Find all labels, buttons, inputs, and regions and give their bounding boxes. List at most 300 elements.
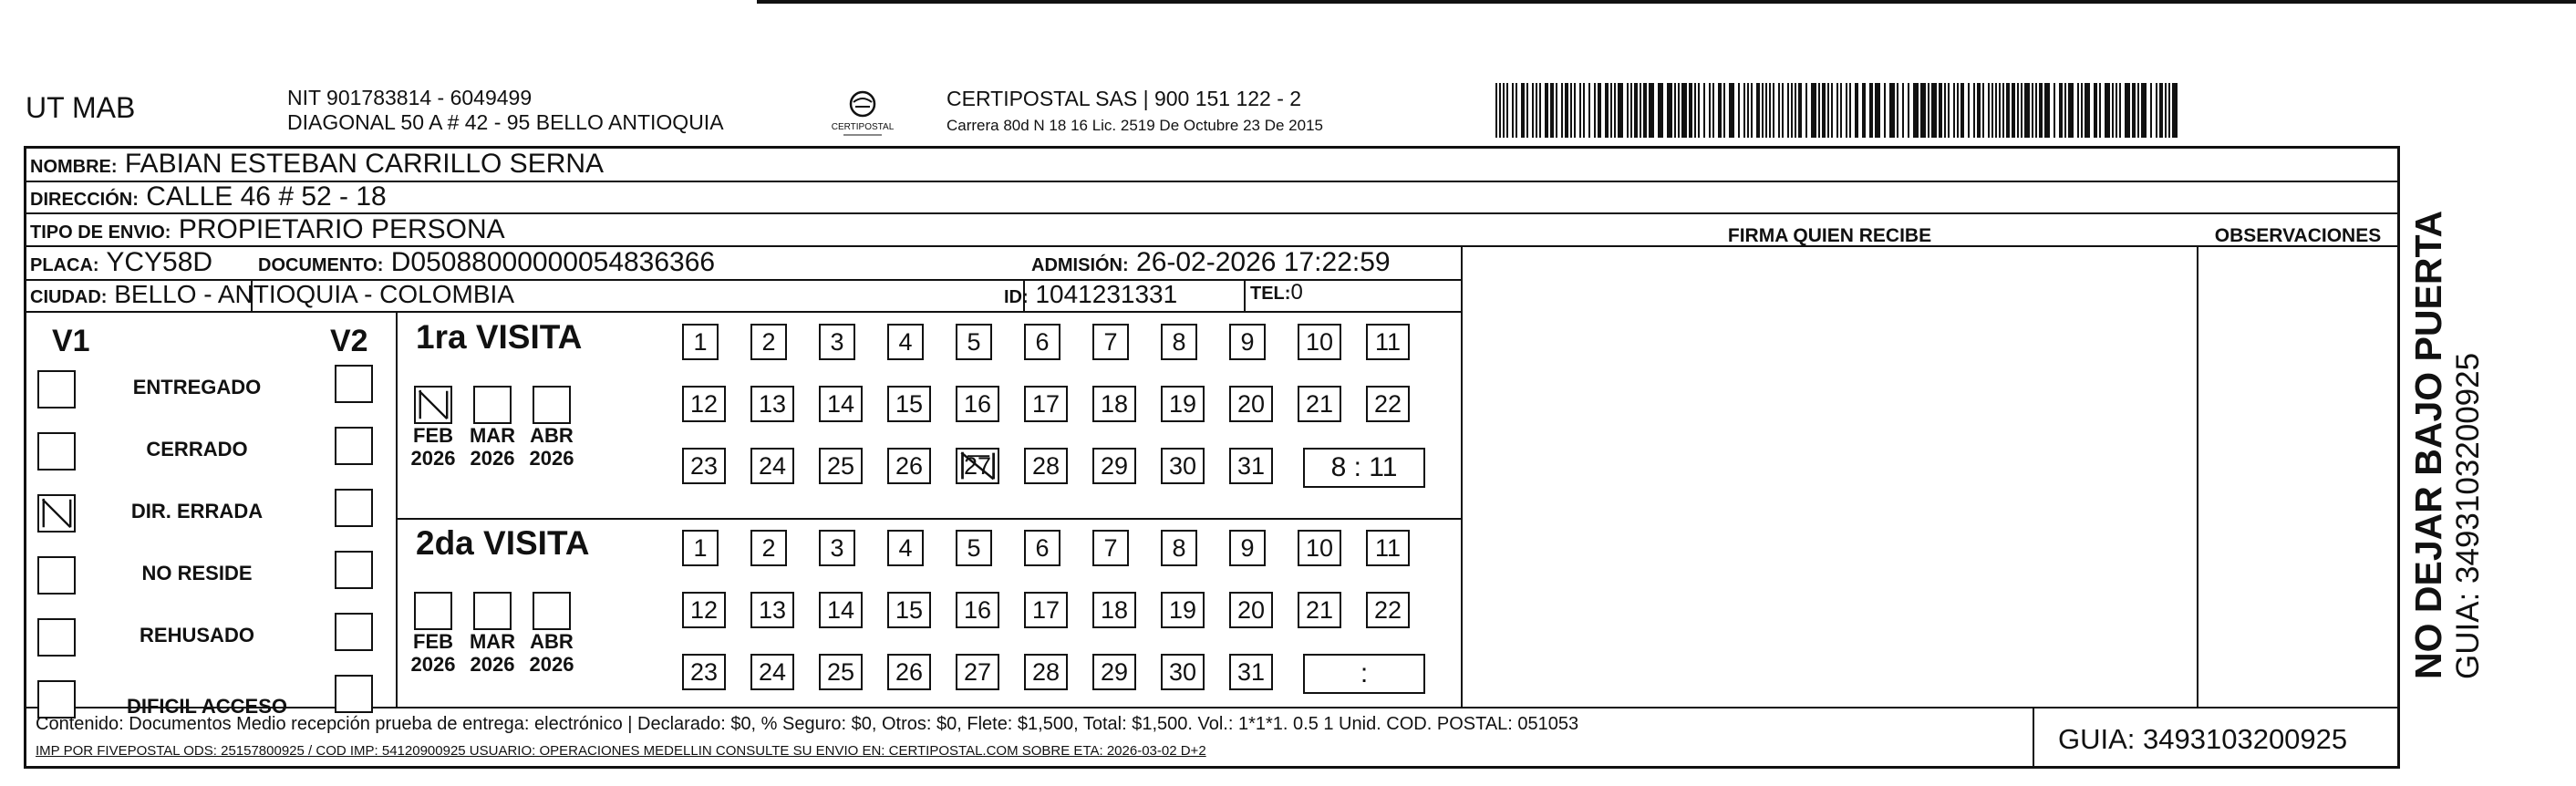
footer-rule	[26, 707, 2397, 708]
month-name: ABR	[530, 424, 574, 447]
day-number: 10	[1305, 533, 1334, 562]
barcode-bar	[2024, 83, 2030, 138]
barcode-bar	[1773, 83, 1774, 138]
day-number: 27	[963, 657, 992, 686]
visit-title: 1ra VISITA	[416, 318, 583, 356]
day-box-6[interactable]	[1024, 324, 1060, 360]
barcode-bar	[1532, 83, 1534, 138]
day-number: 17	[1031, 595, 1060, 624]
month-label	[520, 424, 584, 470]
recipient-name: FABIAN ESTEBAN CARRILLO SERNA	[124, 149, 605, 179]
v2-checkbox[interactable]	[335, 427, 373, 465]
barcode-bar	[1831, 83, 1833, 138]
day-box-12[interactable]	[682, 592, 726, 628]
day-number: 23	[689, 657, 719, 686]
day-number: 8	[1172, 327, 1186, 356]
barcode-bar	[1884, 83, 1886, 138]
barcode-bar	[1849, 83, 1851, 138]
barcode-bar	[2105, 83, 2110, 138]
day-box-21[interactable]	[1298, 386, 1341, 422]
v2-checkbox[interactable]	[335, 613, 373, 651]
visit-time-box[interactable]	[1303, 448, 1425, 488]
day-box-16[interactable]	[956, 386, 999, 422]
day-box-27[interactable]	[956, 654, 999, 690]
barcode-bar	[1634, 83, 1638, 138]
month-checkbox[interactable]	[414, 592, 452, 630]
month-name: MAR	[469, 424, 516, 447]
day-box-24[interactable]	[750, 654, 794, 690]
day-box-10[interactable]	[1298, 530, 1341, 566]
day-box-7[interactable]	[1092, 324, 1129, 360]
barcode-bar	[1875, 83, 1880, 138]
admission-value: 26-02-2026 17:22:59	[1136, 247, 1391, 277]
day-box-1[interactable]	[682, 530, 719, 566]
day-number: 2	[761, 327, 776, 356]
col-rule	[2033, 707, 2034, 769]
barcode-bar	[1689, 83, 1692, 138]
day-box-13[interactable]	[750, 386, 794, 422]
name-label: NOMBRE:	[30, 157, 118, 177]
v2-header: V2	[330, 324, 368, 358]
barcode-bar	[1539, 83, 1541, 138]
day-box-31[interactable]	[1229, 448, 1273, 484]
day-box-9[interactable]	[1229, 530, 1266, 566]
v2-checkbox[interactable]	[335, 551, 373, 589]
month-name: FEB	[413, 630, 453, 653]
day-box-30[interactable]	[1161, 448, 1205, 484]
guia-number: GUIA: 3493103200925	[2058, 723, 2348, 755]
barcode-bar	[1574, 83, 1576, 138]
barcode-bar	[2141, 83, 2147, 138]
month-label	[460, 630, 524, 676]
print-info: IMP POR FIVEPOSTAL ODS: 25157800925 / COD IMP: 54120900925 USUARIO: OPERACIONES MEDELLIN CONSULTE SU ENVIO EN: CERTIPOSTAL.COM SOBRE ETA: 2026-03-02 D+2	[36, 743, 1206, 759]
signature-header: FIRMA QUIEN RECIBE	[1727, 225, 1932, 246]
day-box-15[interactable]	[887, 592, 931, 628]
barcode-bar	[1738, 83, 1740, 138]
day-number: 1	[693, 327, 708, 356]
day-number: 14	[826, 389, 855, 418]
barcode-bar	[1805, 83, 1807, 138]
day-number: 31	[1236, 451, 1266, 480]
barcode-bar	[1747, 83, 1749, 138]
day-number: 11	[1374, 533, 1402, 562]
barcode-bar	[1787, 83, 1789, 138]
barcode-bar	[1694, 83, 1696, 138]
barcode-bar	[1957, 83, 1959, 138]
day-box-29[interactable]	[1092, 654, 1136, 690]
day-box-19[interactable]	[1161, 592, 1205, 628]
day-number: 12	[689, 389, 719, 418]
day-box-20[interactable]	[1229, 386, 1273, 422]
sender-info	[287, 86, 724, 135]
day-box-12[interactable]	[682, 386, 726, 422]
month-checkbox[interactable]	[473, 386, 512, 424]
day-box-28[interactable]	[1024, 654, 1068, 690]
day-number: 3	[830, 533, 844, 562]
day-number: 21	[1305, 389, 1334, 418]
day-box-18[interactable]	[1092, 592, 1136, 628]
v1-checkbox[interactable]	[37, 494, 76, 533]
barcode-bar	[1718, 83, 1722, 138]
barcode-bar	[2132, 83, 2136, 138]
barcode-bar	[1960, 83, 1964, 138]
day-number: 17	[1031, 389, 1060, 418]
day-number: 9	[1240, 327, 1255, 356]
id-value: 1041231331	[1035, 280, 1178, 308]
v2-checkbox[interactable]	[335, 365, 373, 403]
day-box-20[interactable]	[1229, 592, 1273, 628]
day-box-7[interactable]	[1092, 530, 1129, 566]
address-label: DIRECCIÓN:	[30, 190, 139, 210]
v2-checkbox[interactable]	[335, 675, 373, 713]
barcode-bar	[1973, 83, 1975, 138]
day-box-4[interactable]	[887, 530, 924, 566]
col-rule	[1244, 279, 1246, 311]
barcode-bar	[1982, 83, 1984, 138]
day-number: 23	[689, 451, 719, 480]
day-number: 5	[967, 327, 981, 356]
month-label	[401, 630, 465, 676]
barcode-bar	[2012, 83, 2015, 138]
barcode-bar	[1614, 83, 1616, 138]
col-rule	[2197, 245, 2198, 707]
barcode-bar	[1944, 83, 1946, 138]
barcode-bar	[1678, 83, 1680, 138]
day-box-2[interactable]	[750, 324, 787, 360]
barcode-bar	[1512, 83, 1514, 138]
barcode-bar	[1762, 83, 1764, 138]
barcode-bar	[2125, 83, 2130, 138]
day-box-27[interactable]	[956, 448, 999, 484]
day-box-24[interactable]	[750, 448, 794, 484]
barcode-bar	[1565, 83, 1568, 138]
barcode-bar	[1939, 83, 1942, 138]
day-box-8[interactable]	[1161, 324, 1197, 360]
barcode-bar	[1889, 83, 1895, 138]
day-box-28[interactable]	[1024, 448, 1068, 484]
day-box-4[interactable]	[887, 324, 924, 360]
barcode-bar	[1928, 83, 1929, 138]
barcode-bar	[1712, 83, 1714, 138]
day-box-16[interactable]	[956, 592, 999, 628]
barcode-bar	[1988, 83, 1990, 138]
barcode-bar	[2017, 83, 2019, 138]
side-guia: GUIA: 3493103200925	[2450, 352, 2486, 679]
v1-checkbox[interactable]	[37, 680, 76, 719]
barcode-bar	[2094, 83, 2097, 138]
barcode-bar	[1908, 83, 1909, 138]
month-year: 2026	[470, 447, 515, 470]
top-rule	[757, 0, 2576, 4]
day-box-6[interactable]	[1024, 530, 1060, 566]
day-number: 2	[761, 533, 776, 562]
carrier-info	[947, 86, 1323, 139]
barcode-bar	[1667, 83, 1672, 138]
barcode-bar	[1605, 83, 1609, 138]
month-name: ABR	[530, 630, 574, 653]
sender-name: UT MAB	[26, 91, 136, 124]
barcode-bar	[1545, 83, 1548, 138]
barcode-bar	[1698, 83, 1700, 138]
day-box-10[interactable]	[1298, 324, 1341, 360]
day-number: 13	[758, 595, 787, 624]
day-box-13[interactable]	[750, 592, 794, 628]
day-number: 6	[1035, 327, 1050, 356]
day-number: 11	[1374, 327, 1402, 356]
day-box-11[interactable]	[1366, 530, 1410, 566]
plate-label: PLACA:	[30, 255, 99, 275]
day-box-17[interactable]	[1024, 386, 1068, 422]
barcode-bar	[2002, 83, 2004, 138]
day-box-3[interactable]	[819, 530, 855, 566]
type-label: TIPO DE ENVIO:	[30, 222, 171, 243]
day-number: 26	[895, 657, 924, 686]
city-value: BELLO - ANTIOQUIA - COLOMBIA	[114, 280, 514, 308]
barcode-bar	[1995, 83, 1997, 138]
barcode-bar	[2099, 83, 2101, 138]
barcode-bar	[1836, 83, 1838, 138]
barcode-bar	[1594, 83, 1596, 138]
v1-checkbox[interactable]	[37, 432, 76, 471]
document-label: DOCUMENTO:	[258, 255, 384, 275]
barcode-bar	[1643, 83, 1647, 138]
barcode-bar	[1556, 83, 1557, 138]
status-label: REHUSADO	[140, 624, 254, 646]
barcode-bar	[1729, 83, 1734, 138]
month-label	[401, 424, 465, 470]
day-box-14[interactable]	[819, 386, 863, 422]
day-box-5[interactable]	[956, 324, 992, 360]
status-label: DIFICIL ACCESO	[126, 695, 287, 718]
barcode-bar	[1855, 83, 1858, 138]
admission-label: ADMISIÓN:	[1031, 255, 1129, 275]
day-number: 14	[826, 595, 855, 624]
day-box-26[interactable]	[887, 654, 931, 690]
day-box-19[interactable]	[1161, 386, 1205, 422]
month-label	[520, 630, 584, 676]
plate-value: YCY58D	[106, 247, 213, 277]
day-box-3[interactable]	[819, 324, 855, 360]
barcode-bar	[1723, 83, 1725, 138]
day-box-17[interactable]	[1024, 592, 1068, 628]
shipment-contents: Contenido: Documentos Medio recepción prueba de entrega: electrónico | Declarado: $0, % Seguro: $0, Otros: $0, Flete: $1,500, Total: $1,500. Vol.: 1*1*1. 0.5 1 Unid. COD. POSTAL: 051053	[36, 714, 1579, 734]
barcode-bar	[1598, 83, 1601, 138]
visit-time-box[interactable]	[1303, 654, 1425, 694]
barcode-bar	[1649, 83, 1654, 138]
month-checkbox[interactable]	[533, 386, 571, 424]
barcode-bar	[2039, 83, 2043, 138]
day-box-18[interactable]	[1092, 386, 1136, 422]
barcode-bar	[1751, 83, 1753, 138]
day-number: 12	[689, 595, 719, 624]
barcode-bar	[1818, 83, 1820, 138]
barcode-bar	[1840, 83, 1842, 138]
barcode-bar	[2059, 83, 2063, 138]
day-box-8[interactable]	[1161, 530, 1197, 566]
status-label: CERRADO	[146, 438, 248, 460]
v1-checkbox[interactable]	[37, 556, 76, 595]
day-number: 29	[1100, 657, 1129, 686]
barcode-bar	[1869, 83, 1873, 138]
v1-header: V1	[52, 324, 90, 358]
barcode-bar	[1798, 83, 1802, 138]
barcode-bar	[1640, 83, 1641, 138]
barcode-bar	[2165, 83, 2167, 138]
shipment-type-row	[30, 214, 505, 245]
barcode-bar	[1897, 83, 1898, 138]
month-year: 2026	[529, 447, 574, 470]
day-box-23[interactable]	[682, 448, 726, 484]
barcode-bar	[1862, 83, 1866, 138]
month-name: MAR	[469, 630, 516, 653]
day-box-9[interactable]	[1229, 324, 1266, 360]
day-box-1[interactable]	[682, 324, 719, 360]
day-number: 30	[1168, 657, 1197, 686]
tel-value: 0	[1290, 280, 1303, 305]
day-box-23[interactable]	[682, 654, 726, 690]
day-number: 4	[898, 327, 913, 356]
month-checkbox[interactable]	[533, 592, 571, 630]
barcode-bar	[1674, 83, 1676, 138]
barcode-bar	[1931, 83, 1937, 138]
day-number: 28	[1031, 451, 1060, 480]
barcode-bar	[1791, 83, 1793, 138]
day-number: 16	[963, 389, 992, 418]
day-box-25[interactable]	[819, 448, 863, 484]
barcode-bar	[2054, 83, 2055, 138]
barcode-bar	[2077, 83, 2079, 138]
day-box-29[interactable]	[1092, 448, 1136, 484]
tel-label: TEL:	[1250, 284, 1291, 304]
handwritten-check-mark	[39, 496, 74, 531]
day-box-11[interactable]	[1366, 324, 1410, 360]
barcode-bar	[2064, 83, 2066, 138]
day-number: 22	[1373, 389, 1402, 418]
barcode-bar	[1658, 83, 1663, 138]
day-box-25[interactable]	[819, 654, 863, 690]
recipient-name-row	[30, 149, 604, 180]
barcode-bar	[1550, 83, 1554, 138]
day-box-31[interactable]	[1229, 654, 1273, 690]
barcode-bar	[1570, 83, 1572, 138]
day-number: 19	[1168, 595, 1197, 624]
day-number: 20	[1236, 389, 1266, 418]
day-number: 1	[693, 533, 708, 562]
barcode-bar	[1499, 83, 1501, 138]
day-number: 15	[895, 595, 924, 624]
day-box-2[interactable]	[750, 530, 787, 566]
day-number: 24	[758, 451, 787, 480]
v1-checkbox[interactable]	[37, 618, 76, 657]
barcode-bar	[1902, 83, 1904, 138]
barcode-bar	[1579, 83, 1581, 138]
v2-checkbox[interactable]	[335, 489, 373, 527]
day-number: 7	[1103, 327, 1118, 356]
barcode-bar	[1827, 83, 1829, 138]
barcode-bar	[1618, 83, 1623, 138]
visit-title: 2da VISITA	[416, 524, 590, 562]
v1-checkbox[interactable]	[37, 370, 76, 409]
month-year: 2026	[410, 447, 456, 470]
document-row	[258, 247, 715, 278]
barcode-bar	[1583, 83, 1585, 138]
recipient-address: CALLE 46 # 52 - 18	[146, 181, 387, 212]
barcode-bar	[2032, 83, 2033, 138]
handwritten-check-mark	[957, 450, 998, 482]
day-number: 8	[1172, 533, 1186, 562]
day-number: 18	[1100, 389, 1129, 418]
shipment-type: PROPIETARIO PERSONA	[178, 214, 505, 244]
barcode-bar	[2156, 83, 2157, 138]
day-box-22[interactable]	[1366, 386, 1410, 422]
barcode-bar	[1588, 83, 1590, 138]
recipient-address-row	[30, 181, 387, 212]
barcode-bar	[1516, 83, 1517, 138]
barcode-bar	[2137, 83, 2139, 138]
month-name: FEB	[413, 424, 453, 447]
day-number: 31	[1236, 657, 1266, 686]
day-number: 20	[1236, 595, 1266, 624]
barcode-bar	[2116, 83, 2117, 138]
day-number: 25	[826, 451, 855, 480]
day-number: 4	[898, 533, 913, 562]
observations-header: OBSERVACIONES	[2214, 225, 2382, 246]
day-box-15[interactable]	[887, 386, 931, 422]
tracking-barcode	[1495, 83, 2181, 138]
sender-address: DIAGONAL 50 A # 42 - 95 BELLO ANTIOQUIA	[287, 110, 724, 134]
barcode-bar	[1681, 83, 1687, 138]
barcode-bar	[1999, 83, 2001, 138]
day-number: 25	[826, 657, 855, 686]
city-label: CIUDAD:	[30, 287, 108, 307]
day-box-22[interactable]	[1366, 592, 1410, 628]
barcode-bar	[1709, 83, 1711, 138]
barcode-bar	[1503, 83, 1505, 138]
status-label: ENTREGADO	[132, 376, 262, 398]
day-box-5[interactable]	[956, 530, 992, 566]
day-number: 24	[758, 657, 787, 686]
month-checkbox[interactable]	[473, 592, 512, 630]
day-number: 3	[830, 327, 844, 356]
side-notice	[2407, 132, 2487, 679]
month-checkbox[interactable]	[414, 386, 452, 424]
barcode-bar	[1822, 83, 1826, 138]
barcode-bar	[2081, 83, 2083, 138]
barcode-bar	[1977, 83, 1981, 138]
day-number: 18	[1100, 595, 1129, 624]
barcode-bar	[1610, 83, 1612, 138]
day-number: 29	[1100, 451, 1129, 480]
id-label: ID:	[1004, 287, 1029, 307]
day-box-14[interactable]	[819, 592, 863, 628]
barcode-bar	[1948, 83, 1950, 138]
barcode-bar	[1756, 83, 1760, 138]
id-row	[1004, 280, 1177, 309]
document-value: D05088000000054836366	[390, 247, 716, 277]
barcode-bar	[1913, 83, 1919, 138]
barcode-bar	[1846, 83, 1847, 138]
row-rule	[26, 311, 1461, 313]
day-number: 16	[963, 595, 992, 624]
delivery-form	[24, 146, 2400, 769]
barcode-bar	[2021, 83, 2023, 138]
barcode-bar	[2150, 83, 2152, 138]
day-box-21[interactable]	[1298, 592, 1341, 628]
day-box-26[interactable]	[887, 448, 931, 484]
barcode-bar	[2044, 83, 2050, 138]
day-box-30[interactable]	[1161, 654, 1205, 690]
certipostal-logo	[825, 86, 900, 140]
